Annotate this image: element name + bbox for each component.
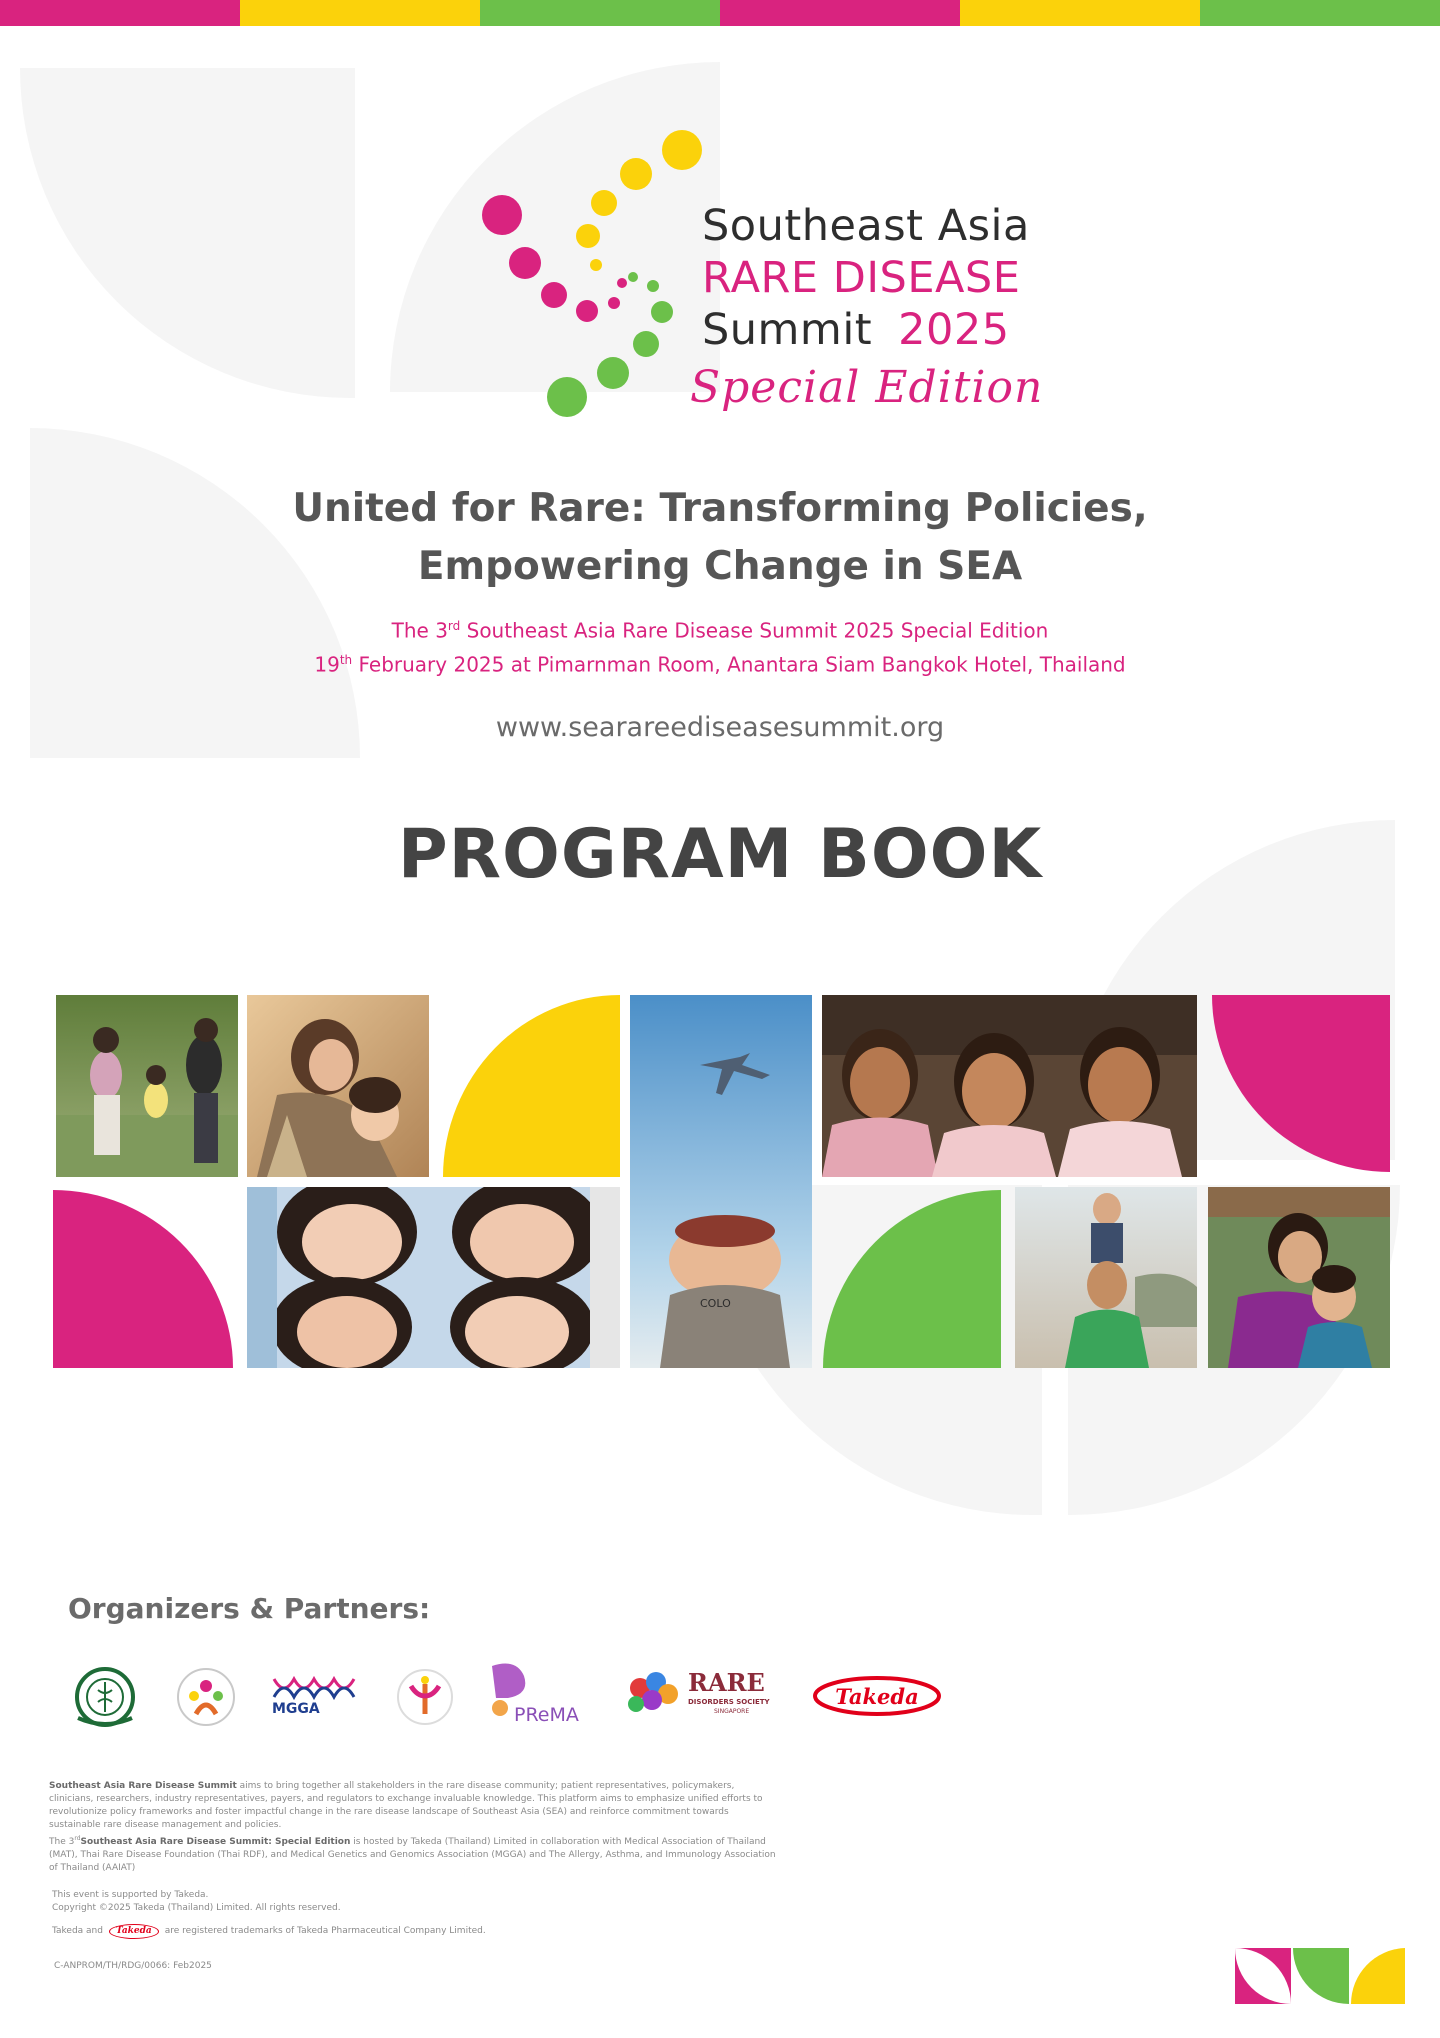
logo-line-1: Southeast Asia <box>702 201 1030 251</box>
logo-script: Special Edition <box>690 362 1044 413</box>
headline <box>0 480 1440 596</box>
logo-line-3 <box>702 304 1043 356</box>
fine-text: Takeda and <box>52 1926 103 1936</box>
fine-print-host <box>49 1832 779 1875</box>
fine-text: The 3 <box>49 1837 75 1847</box>
stripe-segment <box>0 0 240 26</box>
rare-disorders-society-logo <box>624 1668 782 1724</box>
fine-bold: Southeast Asia Rare Disease Summit <box>49 1781 237 1791</box>
photo-shirt-text: COLO <box>700 1297 731 1310</box>
takeda-logo <box>812 1674 942 1718</box>
photo-three-girls-smiling <box>822 995 1197 1177</box>
photo-mother-son <box>1208 1187 1390 1368</box>
summit-logo-text <box>690 200 1044 413</box>
mgga-label: MGGA <box>272 1701 320 1717</box>
takeda-mini-logo: Takeda <box>109 1924 159 1939</box>
event-sup: rd <box>447 619 461 633</box>
prema-logo <box>486 1660 598 1734</box>
top-color-stripe <box>0 0 1440 26</box>
headline-line-2: Empowering Change in SEA <box>417 544 1023 589</box>
photo-child-looking-up-sky <box>630 995 812 1368</box>
partners-heading: Organizers & Partners: <box>68 1592 431 1625</box>
fine-text: is hosted by Takeda (Thailand) Limited in collaboration with Medical Association of Thailand (MAT), Thai Rare Disease Foundation (Thai RDF), and Medical Genetics and Genomics Association (MGGA) and The Allergy, Asthma, and Immunology Association of Thailand (AAIAT) <box>49 1837 776 1873</box>
quarter-shape-magenta <box>53 1190 233 1368</box>
logo-summit: Summit <box>702 305 873 355</box>
rds-sub: DISORDERS SOCIETY <box>688 1698 770 1706</box>
photo-father-child-shoulders <box>1015 1187 1197 1368</box>
photo-children-circle-laughing <box>247 1187 620 1368</box>
dna-icon <box>272 1675 362 1701</box>
stripe-segment <box>480 0 720 26</box>
quarter-shape-magenta <box>1212 995 1390 1172</box>
quarter-shape-yellow <box>443 995 620 1177</box>
event-text: February 2025 at Pimarnman Room, Anantara Siam Bangkok Hotel, Thailand <box>352 652 1126 677</box>
logo-year: 2025 <box>898 305 1010 355</box>
fine-print-trademark <box>52 1924 782 1939</box>
event-text: Southeast Asia Rare Disease Summit 2025 Special Edition <box>460 618 1049 643</box>
stripe-segment <box>1200 0 1440 26</box>
partner-logos <box>68 1660 968 1740</box>
aaiat-logo <box>395 1666 455 1728</box>
prema-label: PReMA <box>514 1704 579 1726</box>
takeda-label: Takeda <box>835 1683 919 1709</box>
event-sup: th <box>339 653 353 667</box>
fine-bold: Southeast Asia Rare Disease Summit: Special Edition <box>80 1837 351 1847</box>
photo-mother-child-hug <box>247 995 429 1177</box>
stripe-segment <box>240 0 480 26</box>
fine-print-copyright: Copyright ©2025 Takeda (Thailand) Limited. All rights reserved. <box>52 1903 341 1913</box>
page-title: PROGRAM BOOK <box>397 815 1043 894</box>
photo-family-walking <box>56 995 238 1177</box>
event-line-2 <box>0 643 1440 682</box>
mgga-logo <box>272 1668 362 1724</box>
stripe-segment <box>960 0 1200 26</box>
headline-line-1: United for Rare: Transforming Policies, <box>292 486 1148 531</box>
event-text: The 3 <box>391 618 448 643</box>
corner-shapes <box>1235 1948 1405 2004</box>
event-line-1 <box>0 609 1440 648</box>
rds-label: RARE <box>688 1668 765 1697</box>
rds-mark-icon <box>624 1670 682 1720</box>
stripe-segment <box>720 0 960 26</box>
medical-association-thailand-logo <box>70 1666 140 1728</box>
fine-print-support: This event is supported by Takeda. <box>52 1890 209 1900</box>
bg-shape <box>20 68 355 398</box>
fine-print-about <box>49 1780 779 1832</box>
rds-country: SINGAPORE <box>714 1708 750 1715</box>
website-link[interactable]: www.searareediseasesummit.org <box>495 712 945 743</box>
fine-text: are registered trademarks of Takeda Pharmaceutical Company Limited. <box>164 1926 486 1936</box>
document-code: C-ANPROM/TH/RDG/0066: Feb2025 <box>54 1961 212 1971</box>
quarter-shape-green <box>823 1190 1001 1368</box>
fine-sup: rd <box>74 1835 81 1842</box>
fine-text: aims to bring together all stakeholders in the rare disease community; patient representatives, policymakers, clinicians, researchers, industry representatives, payers, and regulators to exchange invaluable knowledge. This platform aims to emphasize unified efforts to revolutionize policy frameworks and foster impactful change in the rare disease landscape of Southeast Asia (SEA) and reinforce commitment towards sustainable rare disease management and policies. <box>49 1781 763 1830</box>
logo-line-2: RARE DISEASE <box>702 253 1021 303</box>
event-text: 19 <box>314 652 340 677</box>
thai-rare-disease-foundation-logo <box>174 1666 238 1728</box>
